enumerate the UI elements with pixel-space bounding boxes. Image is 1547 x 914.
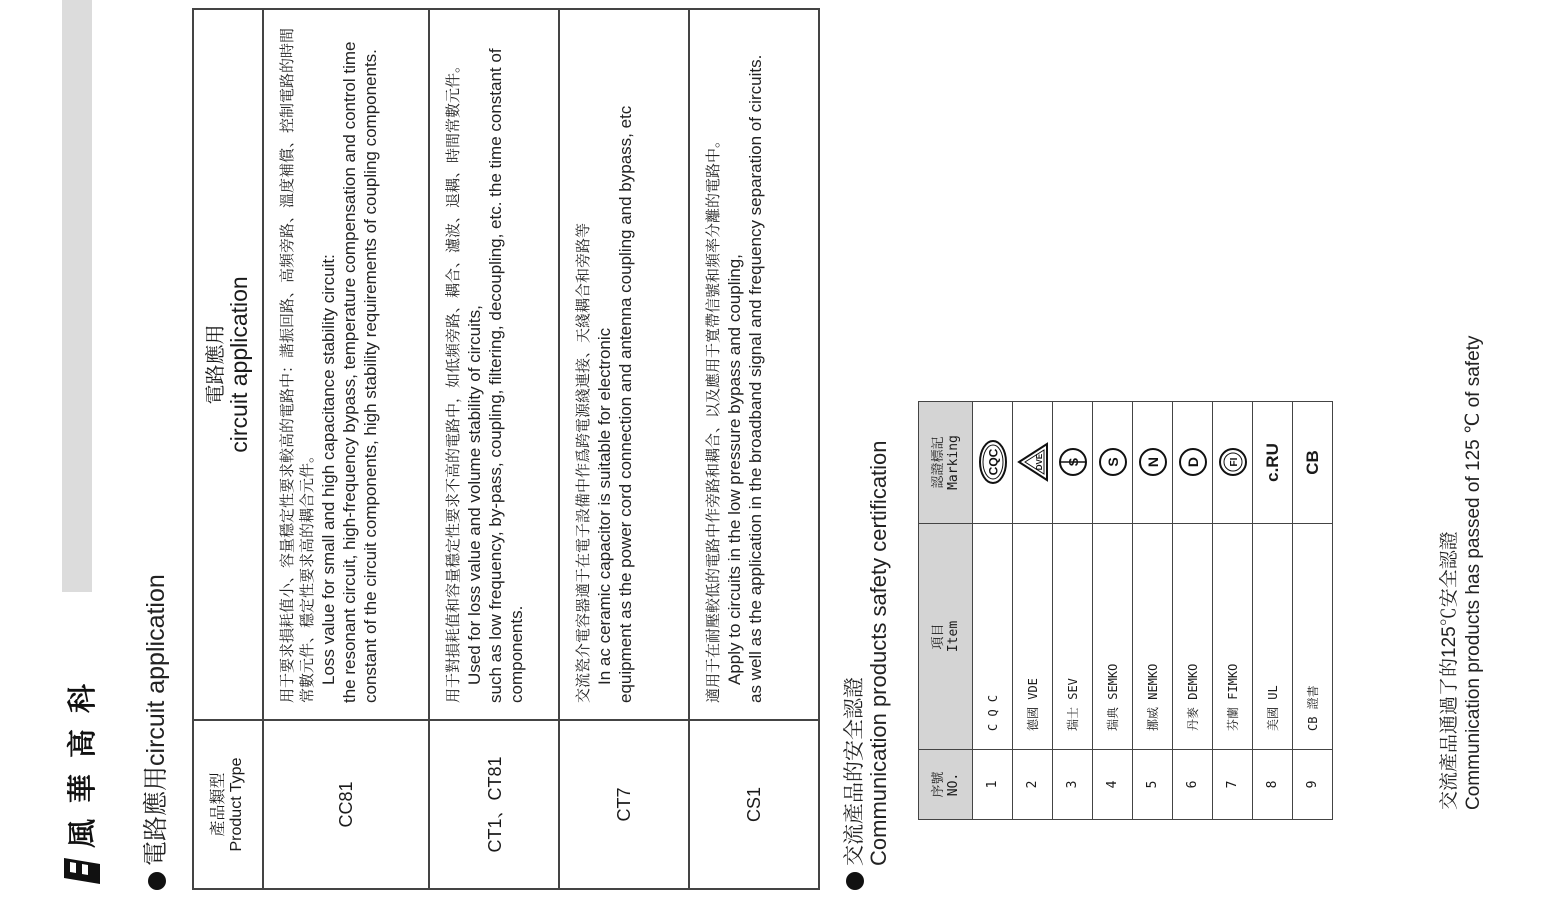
cert-no-cell: 7	[1213, 750, 1253, 820]
demko-mark-icon	[1178, 448, 1208, 478]
application-en-line2: as well as the application in the broadband signal and frequency separation of circuits.	[746, 54, 765, 703]
cert-row	[973, 402, 1013, 820]
cert-no-header-zh: 序號	[930, 771, 946, 798]
cert-no-cell: 5	[1133, 750, 1173, 820]
application-zh: 用于對損耗值和容量穩定性要求不高的電路中，如低頻旁路、耦合、濾波、退耦、時間常數元件。	[445, 57, 462, 703]
sev-mark-icon	[1058, 448, 1088, 478]
cert-row	[1293, 402, 1333, 820]
cert-item-cell: CB 證書	[1293, 524, 1333, 750]
application-en-line2: the resonant circuit, high-frequency bypass, temperature compensation and control time constant of the circuit components, high stability requirements of coupling components.	[340, 41, 380, 703]
application-zh: 交流瓷介電容器適于在電子設備中作爲跨電源綫連接、天綫耦合和旁路等	[575, 222, 592, 703]
table-row	[263, 9, 429, 889]
application-en-line2: equipment as the power cord connection and antenna coupling and bypass, etc	[616, 105, 635, 703]
cert-mark-cell	[1213, 402, 1253, 524]
cert-item-cell: 美國 UL	[1253, 524, 1293, 750]
cert-mark-cell	[1133, 402, 1173, 524]
application-description-cell	[559, 9, 689, 720]
cb-mark-icon: CB	[1302, 450, 1322, 475]
section1-title-zh: 電路應用	[142, 765, 170, 866]
header-bar	[62, 0, 92, 592]
application-description-cell	[429, 9, 559, 720]
safety-note	[1438, 336, 1486, 810]
application-en-line1: Apply to circuits in the low pressure bypass and coupling,	[725, 254, 744, 685]
cert-item-cell: 瑞士 SEV	[1053, 524, 1093, 750]
cert-no-header	[919, 750, 973, 820]
safety-certification-table	[918, 401, 1333, 820]
application-zh: 用于要求損耗值小、容量穩定性要求較高的電路中：諧振回路、高頻旁路、溫度補償、控制電路的時間常數元件、穩定性要求高的耦合元件。	[279, 27, 316, 703]
safety-note-en: Communication products has passed of 125 ℃ of safety	[1463, 335, 1484, 810]
cert-mark-cell	[1173, 402, 1213, 524]
cert-item-header	[919, 524, 973, 750]
cert-item-header-zh: 項目	[930, 623, 946, 650]
application-en-line2: such as low frequency, by-pass, coupling, filtering, decoupling, etc. the time constant of components.	[486, 48, 526, 703]
cert-row	[1093, 402, 1133, 820]
cert-no-cell: 8	[1253, 750, 1293, 820]
cert-mark-cell	[973, 402, 1013, 524]
cert-row	[1013, 402, 1053, 820]
application-zh: 適用于在耐壓較低的電路中作旁路和耦合、以及應用于寬帶信號和頻率分離的電路中。	[705, 132, 722, 703]
cert-no-cell: 9	[1293, 750, 1333, 820]
section-title-safety-certification	[843, 440, 891, 890]
bullet-icon	[148, 872, 166, 890]
product-type-cell: CC81	[263, 720, 429, 889]
cert-row	[1053, 402, 1093, 820]
product-type-cell: CT7	[559, 720, 689, 889]
section2-title-en: Communication products safety certification	[866, 440, 891, 866]
cert-mark-cell	[1093, 402, 1133, 524]
vde-mark-icon	[1017, 443, 1049, 483]
product-type-header-zh: 產品類型	[210, 772, 227, 837]
cert-item-cell: 德國 VDE	[1013, 524, 1053, 750]
product-type-header-en: Product Type	[228, 757, 245, 852]
cert-item-cell: 芬蘭 FIMKO	[1213, 524, 1253, 750]
circuit-application-table	[192, 8, 820, 890]
cert-item-header-en: Item	[945, 620, 961, 653]
cert-item-cell: 丹麥 DEMKO	[1173, 524, 1213, 750]
semko-mark-text: S	[1104, 457, 1121, 468]
cert-marking-header-en: Marking	[945, 435, 961, 490]
section2-title-zh: 交流產品的安全認證	[843, 677, 866, 866]
fimko-mark-text: FI	[1228, 458, 1240, 467]
cert-no-header-en: NO.	[945, 772, 961, 797]
nemko-mark-text: N	[1144, 457, 1161, 468]
cert-row	[1253, 402, 1293, 820]
fimko-mark-icon	[1218, 448, 1248, 478]
application-description-cell	[263, 9, 429, 720]
cert-mark-cell	[1293, 402, 1333, 524]
cert-item-cell: 瑞典 SEMKO	[1093, 524, 1133, 750]
cert-mark-cell	[1013, 402, 1053, 524]
sev-mark-text: S	[1065, 458, 1081, 467]
cert-item-cell: 挪威 NEMKO	[1133, 524, 1173, 750]
product-type-header	[193, 720, 263, 889]
cert-no-cell: 4	[1093, 750, 1133, 820]
cert-item-cell: C Q C	[973, 524, 1013, 750]
application-en-line1: In ac ceramic capacitor is suitable for electronic	[595, 327, 614, 685]
cert-marking-header-zh: 認證標記	[930, 436, 946, 489]
section-title-circuit-application	[136, 574, 172, 890]
cert-mark-cell	[1053, 402, 1093, 524]
vde-mark-text: DVE	[1034, 454, 1044, 471]
cqc-mark-icon	[978, 440, 1008, 486]
product-type-cell: CT1、CT81	[429, 720, 559, 889]
demko-mark-text: D	[1184, 457, 1201, 468]
application-en-line1: Loss value for small and high capacitance stability circuit:	[319, 254, 338, 685]
application-en-line1: Used for loss value and volume stability of circuits,	[465, 305, 484, 685]
circuit-application-header-zh: 電路應用	[205, 324, 227, 405]
cqc-mark-text: CQC	[986, 449, 1000, 476]
cert-no-cell: 1	[973, 750, 1013, 820]
circuit-application-header	[193, 9, 263, 720]
safety-note-zh: 交流產品通過了的125℃安全認證	[1439, 531, 1460, 810]
table-row	[689, 9, 819, 889]
brand-name: 風華高科	[65, 667, 99, 848]
section1-title-en: circuit application	[142, 574, 170, 766]
cert-no-cell: 3	[1053, 750, 1093, 820]
cert-row	[1133, 402, 1173, 820]
product-type-cell: CS1	[689, 720, 819, 889]
cert-marking-header	[919, 402, 973, 524]
cert-mark-cell	[1253, 402, 1293, 524]
table-row	[429, 9, 559, 889]
cert-header-row	[919, 402, 973, 820]
bullet-icon	[846, 872, 864, 890]
cert-no-cell: 6	[1173, 750, 1213, 820]
application-description-cell	[689, 9, 819, 720]
nemko-mark-icon	[1138, 448, 1168, 478]
table-row	[559, 9, 689, 889]
circuit-application-header-en: circuit application	[226, 276, 252, 453]
semko-mark-icon	[1098, 448, 1128, 478]
company-logo-icon	[62, 858, 102, 884]
cert-no-cell: 2	[1013, 750, 1053, 820]
cert-row	[1213, 402, 1253, 820]
ul-mark-icon: c.RU	[1262, 443, 1282, 482]
table-header-row	[193, 9, 263, 889]
cert-row	[1173, 402, 1213, 820]
